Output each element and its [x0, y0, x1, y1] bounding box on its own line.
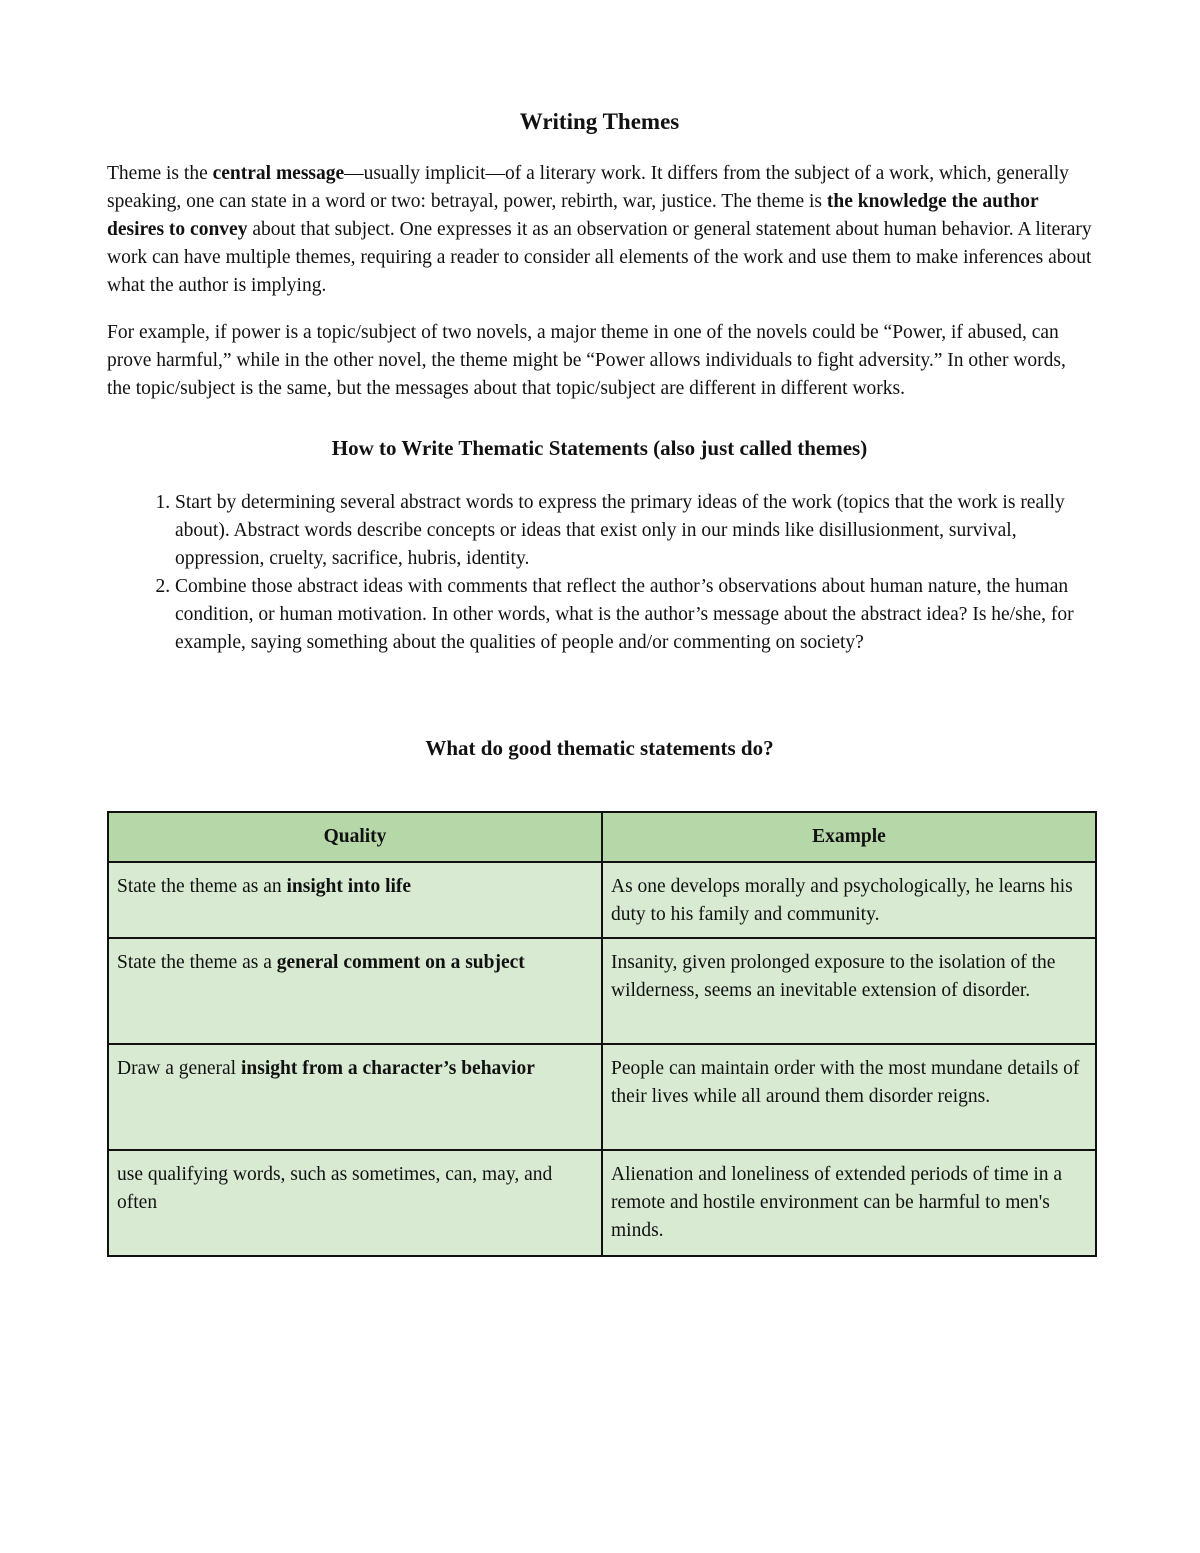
- table-row: [108, 862, 1096, 938]
- section-heading-how-to-write: How to Write Thematic Statements (also just called themes): [331, 436, 868, 460]
- table-row: [108, 938, 1096, 1044]
- intro-paragraph-2: For example, if power is a topic/subject of two novels, a major theme in one of the novels could be “Power, if abused, can prove harmful,” while in the other novel, the theme might be “Power allows individuals to fight adversity.” In other words, the topic/subject is the same, but the messages about that topic/subject are different in different works.: [107, 322, 1066, 399]
- example-cell: People can maintain order with the most mundane details of their lives while all around them disorder reigns.: [602, 1044, 1096, 1150]
- bold-text: insight into life: [286, 876, 412, 897]
- text: about that subject. One expresses it as an observation or general statement about human behavior. A literary work can have multiple themes, requiring a reader to consider all elements of the work and use them to make inferences about what the author is implying.: [107, 219, 1092, 296]
- qualities-table: [107, 811, 1097, 1257]
- text: State the theme as an: [117, 876, 287, 897]
- text: State the theme as a: [117, 952, 277, 973]
- text: —usually implicit—of a literary work. It differs from the subject of a work, which, generally speaking, one can state in a word or two: betrayal, power, rebirth, war, justice. The theme is: [107, 163, 1069, 212]
- table-row: [108, 1150, 1096, 1256]
- text: Theme is the: [107, 163, 213, 184]
- text: Draw a general: [117, 1058, 241, 1079]
- quality-cell: [108, 1044, 602, 1150]
- list-item: 1. Start by determining several abstract words to express the primary ideas of the work (topics that the work is really about). Abstract words describe concepts or ideas that exist only in our minds like disillusionment, survival, oppression, cruelty, sacrifice, hubris, identity.: [175, 489, 1092, 573]
- document-title: Writing Themes: [519, 109, 680, 134]
- table-row: [108, 1044, 1096, 1150]
- column-header-example: Example: [602, 812, 1096, 862]
- example-cell: Insanity, given prolonged exposure to the isolation of the wilderness, seems an inevitable extension of disorder.: [602, 938, 1096, 1044]
- list-item: 2. Combine those abstract ideas with comments that reflect the author’s observations about human nature, the human condition, or human motivation. In other words, what is the author’s message about the abstract idea? Is he/she, for example, saying something about the qualities of people and/or commenting on society?: [175, 573, 1092, 657]
- example-cell: As one develops morally and psychologically, he learns his duty to his family and community.: [602, 862, 1096, 938]
- quality-cell: [108, 938, 602, 1044]
- text: use qualifying words, such as sometimes, can, may, and often: [117, 1164, 553, 1213]
- quality-cell: [108, 1150, 602, 1256]
- bold-text: insight from a character’s behavior: [240, 1058, 535, 1079]
- document-page: [107, 106, 1092, 1257]
- column-header-quality: Quality: [108, 812, 602, 862]
- intro-paragraph-1: [107, 160, 1092, 300]
- bold-text: central message: [212, 163, 345, 184]
- table-header-row: [108, 812, 1096, 862]
- quality-cell: [108, 862, 602, 938]
- steps-list: [107, 489, 1092, 657]
- bold-text: general comment on a subject: [276, 952, 525, 973]
- section-heading-good-statements: What do good thematic statements do?: [425, 736, 774, 760]
- example-cell: Alienation and loneliness of extended periods of time in a remote and hostile environment can be harmful to men's minds.: [602, 1150, 1096, 1256]
- bold-text: the knowledge the author desires to convey: [107, 191, 1039, 240]
